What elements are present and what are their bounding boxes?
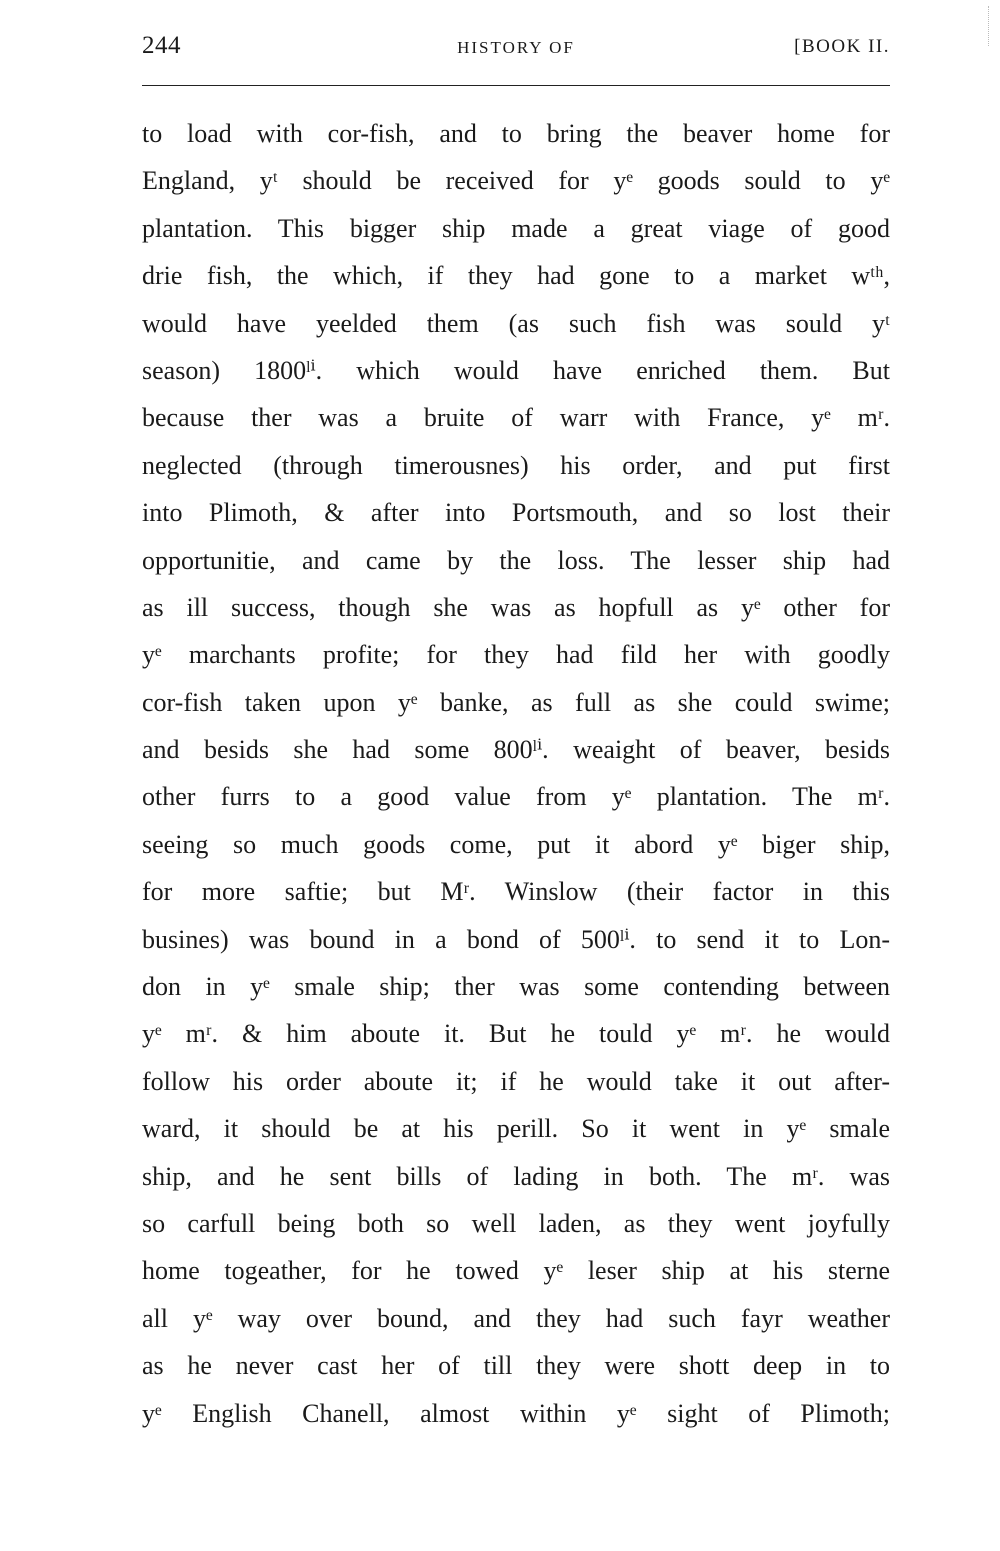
text-line: drie fish, the which, if they had gone to a market wᵗʰ, — [142, 261, 890, 291]
text-line: ship, and he sent bills of lading in both. The mʳ. was — [142, 1161, 890, 1191]
text-line: seeing so much goods come, put it abord yᵉ biger ship, — [142, 829, 890, 859]
text-line: yᵉ English Chanell, almost within yᵉ sight of Plimoth; — [142, 1398, 890, 1428]
text-line: home togeather, for he towed yᵉ leser ship at his sterne — [142, 1256, 890, 1286]
text-line: season) 1800ˡⁱ. which would have enriched them. But — [142, 355, 890, 385]
text-line: don in yᵉ smale ship; ther was some contending between — [142, 972, 890, 1002]
text-line: into Plimoth, & after into Portsmouth, and so lost their — [142, 498, 890, 528]
body-text — [142, 110, 890, 1437]
header-rule — [142, 85, 890, 86]
text-line: opportunitie, and came by the loss. The lesser ship had — [142, 545, 890, 575]
text-line: yᵉ mʳ. & him aboute it. But he tould yᵉ mʳ. he would — [142, 1019, 890, 1049]
book-reference: [BOOK II. — [794, 36, 890, 57]
text-line: for more saftie; but Mʳ. Winslow (their factor in this — [142, 877, 890, 907]
text-line: as he never cast her of till they were shott deep in to — [142, 1351, 890, 1381]
text-line: cor-fish taken upon yᵉ banke, as full as she could swime; — [142, 687, 890, 717]
text-line: neglected (through timerousnes) his order, and put first — [142, 450, 890, 480]
text-line: and besids she had some 800ˡⁱ. weaight of beaver, besids — [142, 735, 890, 765]
text-line: plantation. This bigger ship made a great viage of good — [142, 213, 890, 243]
text-line: as ill success, though she was as hopfull as yᵉ other for — [142, 592, 890, 622]
text-line: England, yᵗ should be received for yᵉ goods sould to yᵉ — [142, 166, 890, 196]
text-line: ward, it should be at his perill. So it went in yᵉ smale — [142, 1114, 890, 1144]
text-line: all yᵉ way over bound, and they had such fayr weather — [142, 1303, 890, 1333]
text-line: follow his order aboute it; if he would take it out after- — [142, 1066, 890, 1096]
text-line: yᵉ marchants profite; for they had fild her with goodly — [142, 640, 890, 670]
text-line: so carfull being both so well laden, as they went joyfully — [142, 1208, 890, 1238]
text-line: busines) was bound in a bond of 500ˡⁱ. to send it to Lon- — [142, 924, 890, 954]
text-line: would have yeelded them (as such fish was sould yᵗ — [142, 308, 890, 338]
text-line: other furrs to a good value from yᵉ plantation. The mʳ. — [142, 782, 890, 812]
page-number: 244 — [142, 32, 181, 59]
running-title: HISTORY OF — [457, 38, 575, 57]
running-head — [142, 32, 890, 68]
scan-edge-mark — [988, 6, 992, 46]
text-line: to load with cor-fish, and to bring the beaver home for — [142, 119, 890, 148]
text-line: because ther was a bruite of warr with France, yᵉ mʳ. — [142, 403, 890, 433]
